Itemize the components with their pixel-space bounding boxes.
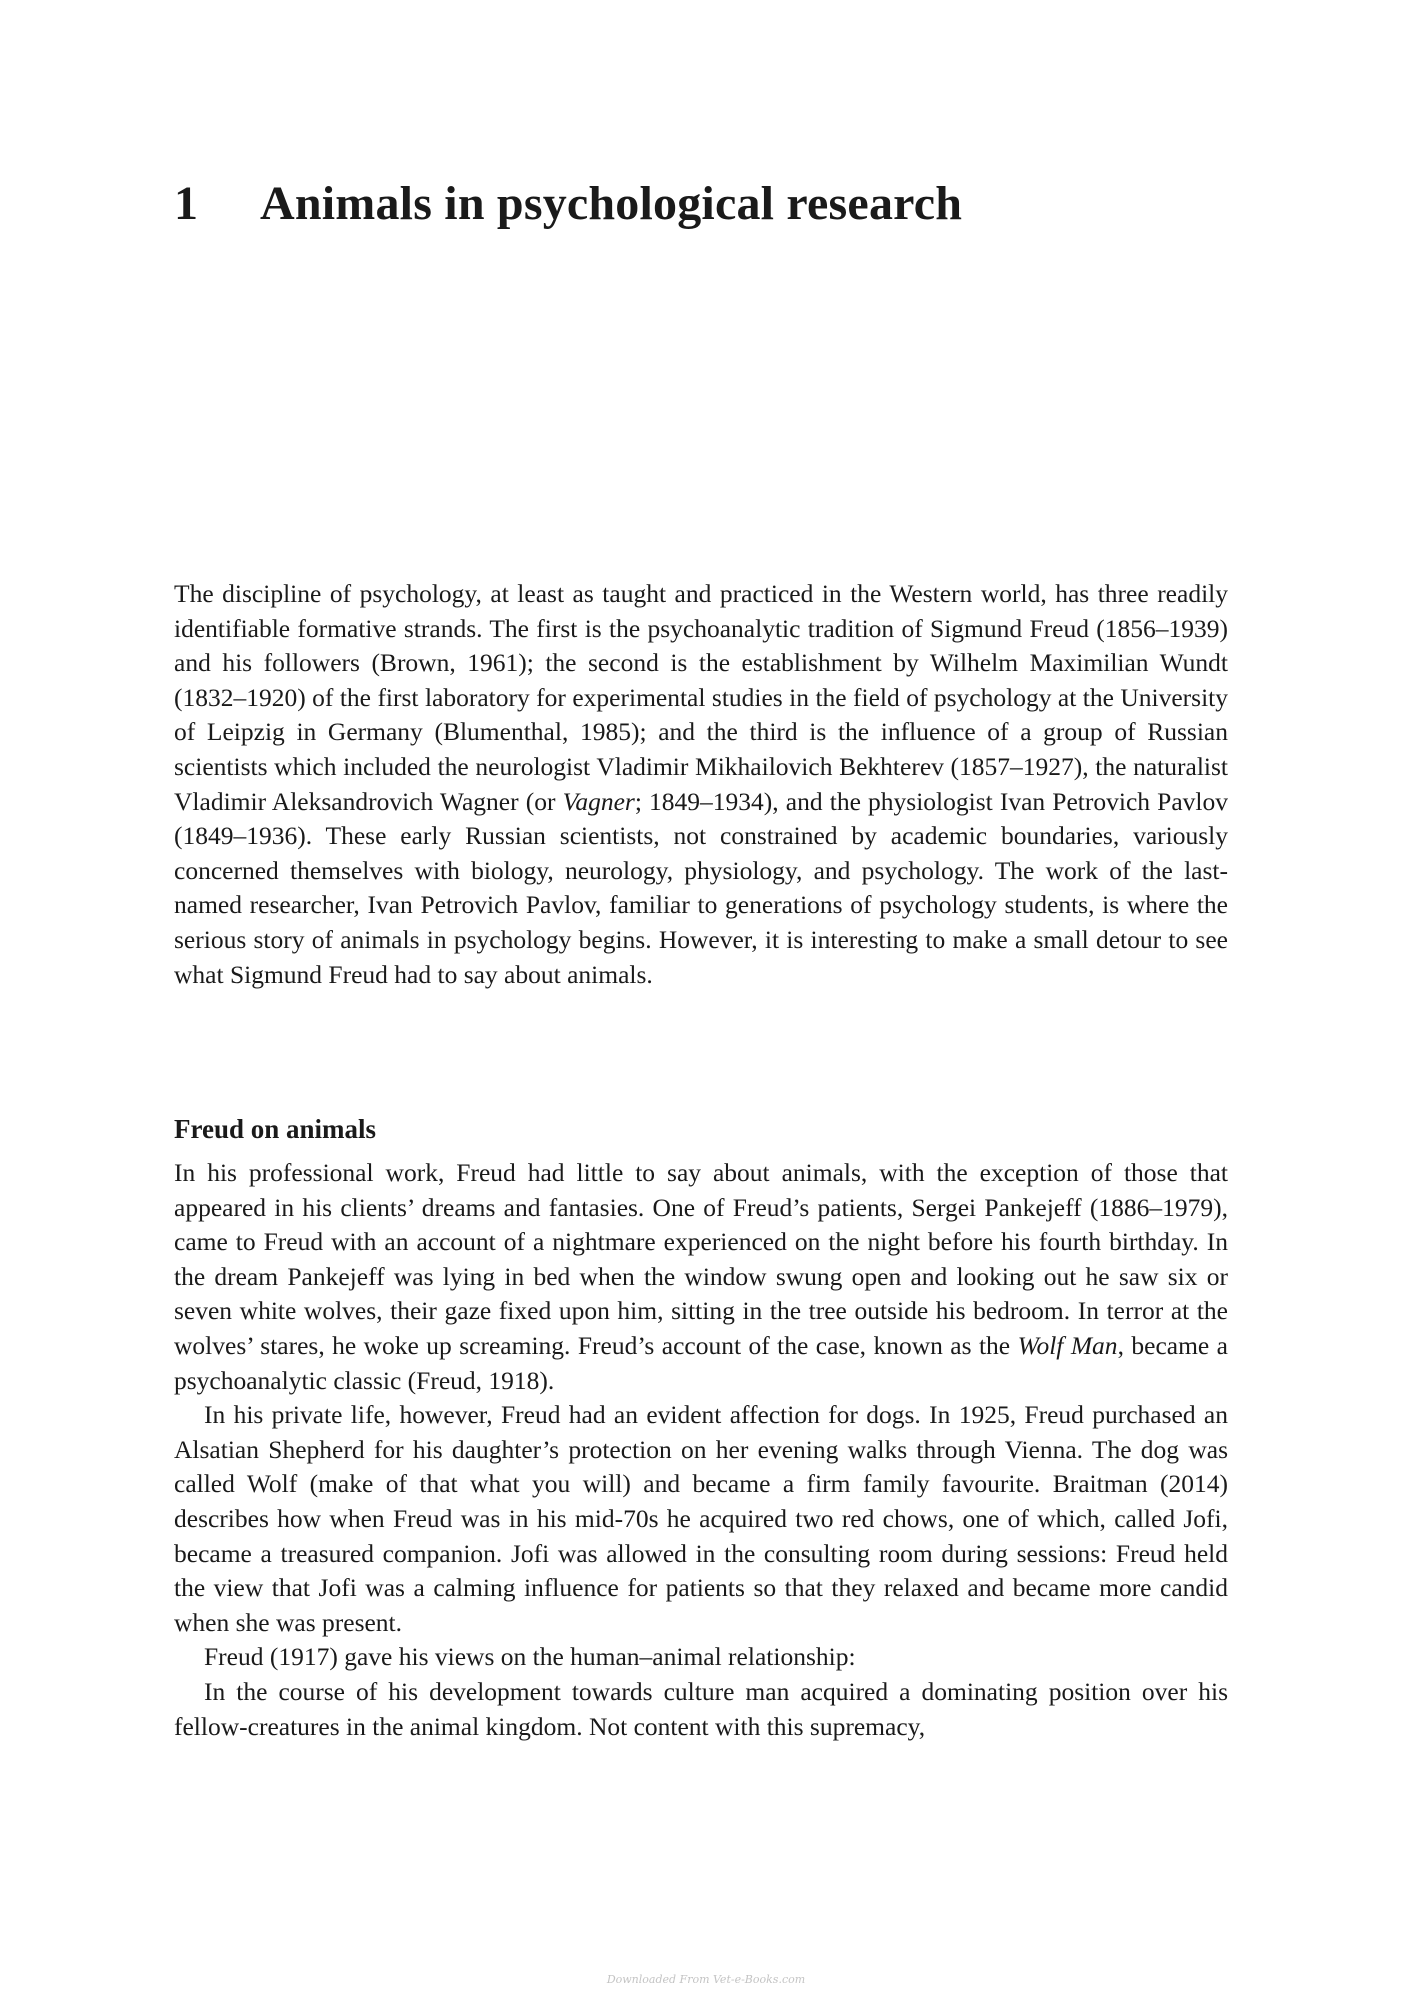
chapter-number: 1	[174, 177, 199, 230]
section-paragraph-1-end: , became a psychoanalytic classic (Freud, 1918).	[174, 1330, 1228, 1395]
intro-section	[174, 577, 1228, 992]
section-paragraph-1-text: In his professional work, Freud had little to say about animals, with the exception of those that appeared in his clients’ dreams and fantasies. One of Freud’s patients, Sergei Pankejeff (1886–1979), came to Freud with an account of a nightmare experienced on the night before his fourth birthday. In the dream Pankejeff was lying in bed when the window swung open and looking out he saw six or seven white wolves, their gaze fixed upon him, sitting in the tree outside his bedroom. In terror at the wolves’ stares, he woke up screaming. Freud’s account of the case, known as the	[174, 1158, 1228, 1360]
section-paragraph-4: In the course of his development towards culture man acquired a dominating position over his fellow-creatures in the animal kingdom. Not content with this supremacy,	[174, 1676, 1228, 1741]
section-paragraph-2: In his private life, however, Freud had an evident affection for dogs. In 1925, Freud purchased an Alsatian Shepherd for his daughter’s protection on her evening walks through Vienna. The dog was called Wolf (make of that what you will) and became a firm family favourite. Braitman (2014) describes how when Freud was in his mid-70s he acquired two red chows, one of which, called Jofi, became a treasured companion. Jofi was allowed in the consulting room during sessions: Freud held the view that Jofi was a calming influence for patients so that they relaxed and became more candid when she was present.	[174, 1400, 1228, 1637]
chapter-title-text: Animals in psychological research	[260, 177, 963, 230]
intro-paragraph-text-2: ; 1849–1934), and the physiologist Ivan Petrovich Pavlov (1849–1936). These early Russian scientists, not constrained by academic boundaries, variously concerned themselves with biology, neurology, physiology, and psychology. The work of the last-named researcher, Ivan Petrovich Pavlov, familiar to generations of psychology students, is where the serious story of animals in psychology begins. However, it is interesting to make a small detour to see what Sigmund Freud had to say about animals.	[174, 786, 1228, 989]
footer-watermark: Downloaded From Vet-e-Books.com	[606, 1973, 806, 1986]
section-heading: Freud on animals	[174, 1114, 377, 1144]
section-paragraph-1-italic: Wolf Man	[1017, 1330, 1118, 1360]
intro-paragraph	[174, 577, 1228, 992]
freud-section	[174, 1112, 1228, 1744]
section-paragraph-3: Freud (1917) gave his views on the human–animal relationship:	[204, 1642, 856, 1672]
intro-paragraph-italic: Vagner	[562, 786, 635, 816]
intro-paragraph-text-1: The discipline of psychology, at least as taught and practiced in the Western world, has three readily identifiable formative strands. The first is the psychoanalytic tradition of Sigmund Freud (1856–1939) and his followers (Brown, 1961); the second is the establishment by Wilhelm Maximilian Wundt (1832–1920) of the first laboratory for experimental studies in the field of psychology at the University of Leipzig in Germany (Blumenthal, 1985); and the third is the influence of a group of Russian scientists which included the neurologist Vladimir Mikhailovich Bekhterev (1857–1927), the naturalist Vladimir Aleksandrovich Wagner (or	[174, 579, 1228, 816]
section-paragraph-1	[174, 1156, 1228, 1398]
chapter-title	[174, 176, 962, 231]
